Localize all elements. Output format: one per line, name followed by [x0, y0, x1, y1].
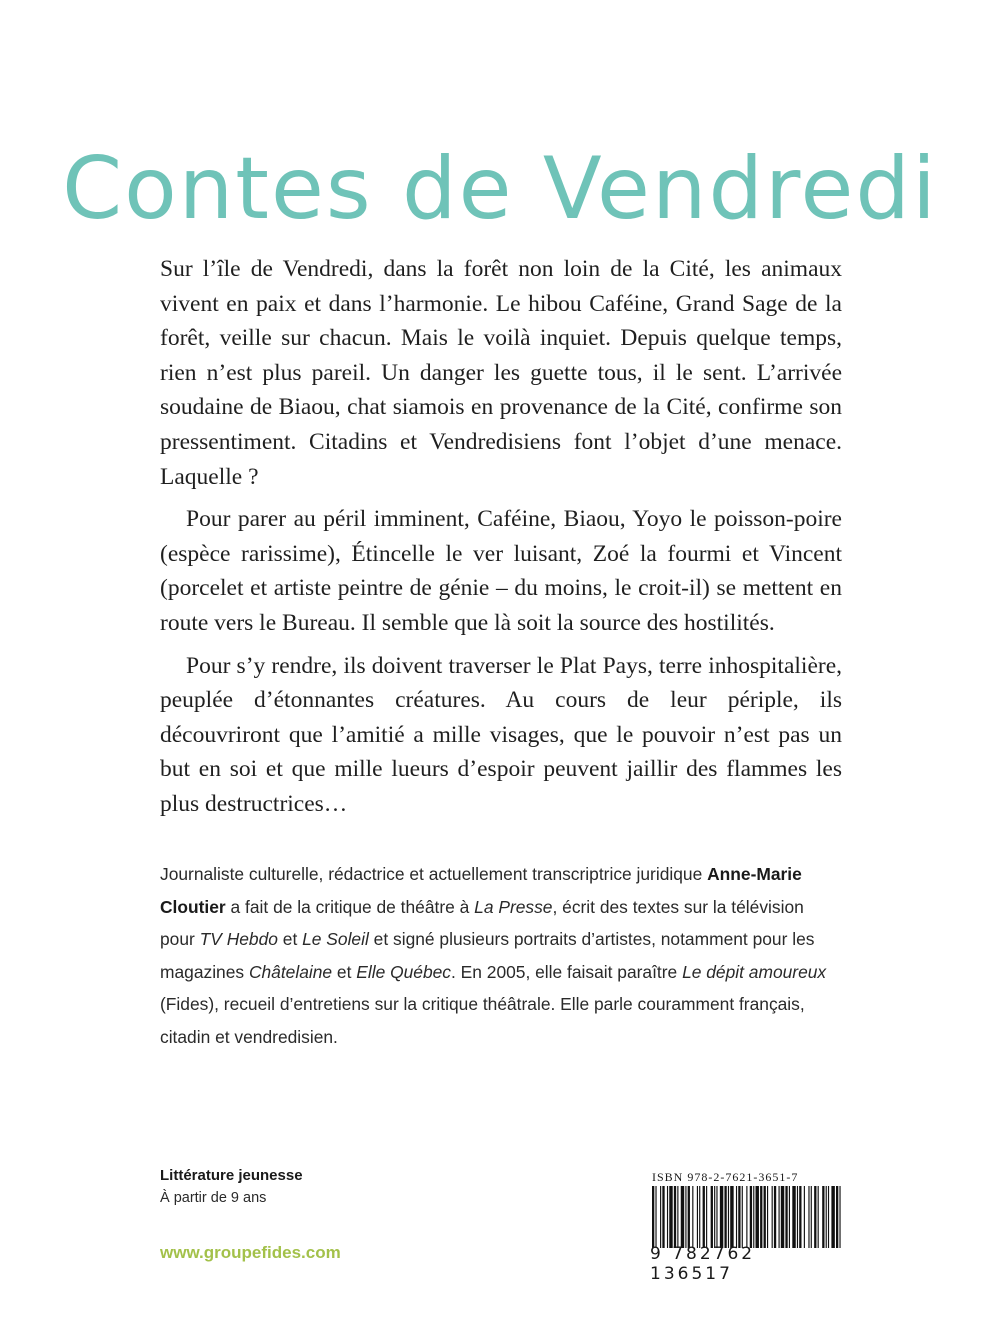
barcode-bar: [750, 1186, 752, 1248]
barcode-bar: [804, 1186, 805, 1248]
isbn-label: ISBN 978-2-7621-3651-7: [652, 1170, 799, 1184]
barcode-bar: [828, 1186, 829, 1248]
barcode-bar: [785, 1186, 787, 1248]
collection-label: Littérature jeunesse: [160, 1167, 303, 1184]
barcode-bar: [826, 1186, 827, 1248]
barcode-bar: [772, 1186, 773, 1248]
barcode-bar: [655, 1186, 656, 1248]
barcode-bar: [839, 1186, 840, 1248]
barcode-bar: [836, 1186, 838, 1248]
bio-text-7: . En 2005, elle faisait paraître: [451, 961, 683, 982]
bio-text-6: et: [332, 961, 357, 982]
barcode-bar: [716, 1186, 717, 1248]
barcode-bar: [660, 1186, 661, 1248]
collection-info: [160, 1165, 303, 1209]
summary-paragraph-3: Pour s’y rendre, ils doivent traverser le Plat Pays, terre inhospitalière, peuplée d’étonnantes créatures. Au cours de leur périple, ils découvriront que l’amitié a mille visages, que le pouvoir n’est pas un but en soi et que mille lueurs d’espoir peuvent jaillir des flammes les plus destructrices…: [160, 652, 842, 817]
summary-paragraph-1: Sur l’île de Vendredi, dans la forêt non loin de la Cité, les animaux vivent en paix et dans l’harmonie. Le hibou Caféine, Grand Sage de la forêt, veille sur chacun. Mais le voilà inquiet. Depuis quelque temps, rien n’est plus pareil. Un danger les guette tous, il le sent. L’arrivée soudaine de Biaou, chat siamois en provenance de la Cité, confirme son pressentiment. Citadins et Vendredisiens font l’objet d’une menace. Laquelle ?: [160, 256, 842, 490]
publication-elle-quebec: Elle Québec: [356, 961, 452, 982]
barcode-bar: [711, 1186, 713, 1248]
barcode-bar: [779, 1186, 780, 1248]
barcode-bar: [736, 1186, 737, 1248]
barcode-bar: [774, 1186, 776, 1248]
barcode-bar: [674, 1186, 676, 1248]
barcode-bar: [764, 1186, 766, 1248]
bio-text-1: Journaliste culturelle, rédactrice et actuellement transcriptrice juridique: [160, 864, 708, 884]
book-title: Contes de Vendredi: [62, 138, 938, 239]
barcode-bar: [799, 1186, 801, 1248]
bio-text-5: et signé plusieurs portraits d’artistes, notamment pour les magazines: [160, 929, 815, 982]
publisher-website-link[interactable]: www.groupefides.com: [160, 1243, 341, 1262]
barcode-bar: [662, 1186, 664, 1248]
barcode-bar: [818, 1186, 819, 1248]
bio-text-8: (Fides), recueil d’entretiens sur la critique théâtrale. Elle parle couramment français, citadin et vendredisien.: [160, 994, 805, 1047]
bio-text-4: et: [277, 929, 303, 949]
barcode-bar: [767, 1186, 768, 1248]
barcode-bar: [669, 1186, 672, 1248]
barcode-bar: [811, 1186, 812, 1248]
author-bio: [160, 858, 842, 1053]
bio-text-2: a fait de la critique de théâtre à: [225, 896, 475, 917]
barcode-bars: [648, 1186, 844, 1248]
barcode-bar: [730, 1186, 733, 1248]
barcode-bar: [742, 1186, 743, 1248]
bio-text-3: , écrit des textes sur la télévision pour: [160, 896, 804, 949]
barcode-bar: [756, 1186, 759, 1248]
barcode-bar: [714, 1186, 715, 1248]
barcode-bar: [699, 1186, 700, 1248]
barcode-bar: [814, 1186, 816, 1248]
barcode-bar: [652, 1186, 654, 1248]
barcode-bar: [697, 1186, 698, 1248]
age-range: À partir de 9 ans: [160, 1190, 267, 1206]
author-name: Anne-Marie Cloutier: [160, 864, 802, 917]
publication-le-soleil: Le Soleil: [302, 929, 369, 949]
barcode-bar: [831, 1186, 834, 1248]
summary-paragraph-2: Pour parer au péril imminent, Caféine, Biaou, Yoyo le poisson-poire (espèce rarissime), Étincelle le ver luisant, Zoé la fourmi et Vincent (porcelet et artiste peintre de génie – du moins, le croit-il) se mettent en route vers le Bureau. Il semble que là soit la source des hostilités.: [160, 506, 842, 636]
publication-chatelaine: Châtelaine: [248, 961, 333, 982]
book-summary: [160, 252, 842, 830]
barcode-bar: [667, 1186, 668, 1248]
publication-la-presse: La Presse: [474, 896, 553, 917]
barcode-bar: [688, 1186, 690, 1248]
barcode-bar: [797, 1186, 798, 1248]
barcode-bar: [746, 1186, 747, 1248]
barcode-bar: [677, 1186, 678, 1248]
barcode-bar: [706, 1186, 707, 1248]
barcode-bar: [681, 1186, 684, 1248]
barcode-bar: [781, 1186, 784, 1248]
barcode-bar: [703, 1186, 705, 1248]
barcode-bar: [728, 1186, 729, 1248]
barcode-bar: [738, 1186, 740, 1248]
barcode-bar: [685, 1186, 686, 1248]
publication-tv-hebdo: TV Hebdo: [199, 929, 278, 949]
barcode-digits: 9 782762 136517: [650, 1244, 756, 1284]
barcode-bar: [760, 1186, 762, 1248]
barcode-bar: [720, 1186, 723, 1248]
barcode-bar: [822, 1186, 824, 1248]
barcode-bar: [789, 1186, 790, 1248]
barcode-bar: [724, 1186, 726, 1248]
barcode-bar: [808, 1186, 809, 1248]
barcode-bar: [792, 1186, 795, 1248]
barcode-bar: [753, 1186, 754, 1248]
book-le-depit-amoureux: Le dépit amoureux: [682, 961, 827, 982]
barcode-bar: [692, 1186, 693, 1248]
